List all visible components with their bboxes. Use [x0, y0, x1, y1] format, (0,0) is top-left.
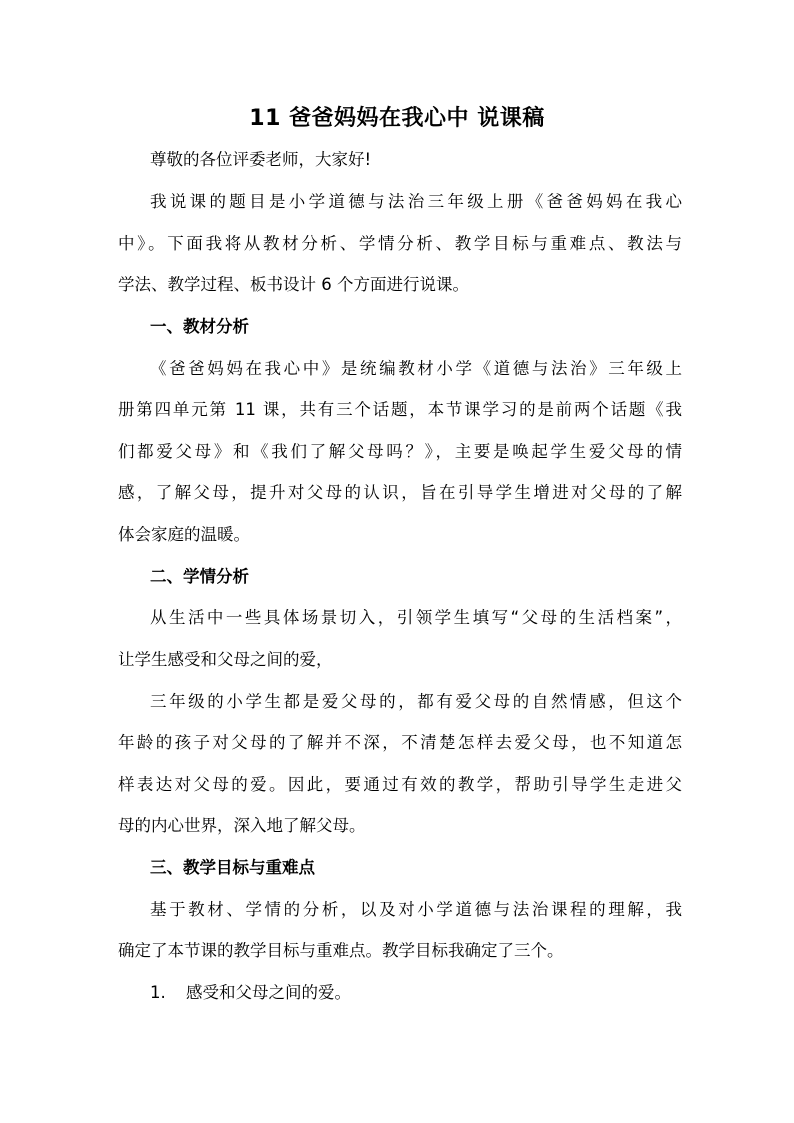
section-heading: 三、教学目标与重难点: [150, 858, 315, 877]
section-heading: 一、教材分析: [150, 317, 249, 336]
paragraph-line: 体会家庭的温暖。: [118, 525, 250, 544]
paragraph-line: 确定了本节课的教学目标与重难点。教学目标我确定了三个。: [118, 941, 564, 960]
paragraph-line: 尊敬的各位评委老师，大家好!: [150, 150, 372, 169]
paragraph-line: 样表达对父母的爱。因此，要通过有效的教学，帮助引导学生走进父: [118, 775, 682, 794]
paragraph-line: 基于教材、学情的分析，以及对小学道德与法治课程的理解，我: [150, 900, 682, 919]
paragraph-line: 从生活中一些具体场景切入，引领学生填写“父母的生活档案”，: [150, 608, 682, 627]
section-heading: 二、学情分析: [150, 567, 249, 586]
document-title: 11 爸爸妈妈在我心中 说课稿: [249, 106, 545, 131]
paragraph-line: 中》。下面我将从教材分析、学情分析、教学目标与重难点、教法与: [118, 234, 682, 253]
list-item-number: 1.: [150, 983, 166, 1002]
paragraph-line: 册第四单元第 11 课，共有三个话题，本节课学习的是前两个话题《我: [118, 400, 682, 419]
paragraph-line: 学法、教学过程、板书设计 6 个方面进行说课。: [118, 275, 469, 294]
list-item-text: 感受和父母之间的爱。: [186, 983, 351, 1002]
paragraph-line: 三年级的小学生都是爱父母的，都有爱父母的自然情感，但这个: [150, 692, 682, 711]
paragraph-line: 《爸爸妈妈在我心中》是统编教材小学《道德与法治》三年级上: [150, 359, 682, 378]
paragraph-line: 让学生感受和父母之间的爱，: [118, 650, 333, 669]
paragraph-line: 感，了解父母，提升对父母的认识，旨在引导学生增进对父母的了解: [118, 483, 682, 502]
paragraph-line: 我说课的题目是小学道德与法治三年级上册《爸爸妈妈在我心: [150, 192, 682, 211]
paragraph-line: 们都爱父母》和《我们了解父母吗？》，主要是唤起学生爱父母的情: [118, 442, 682, 461]
paragraph-line: 母的内心世界，深入地了解父母。: [118, 816, 366, 835]
paragraph-line: 年龄的孩子对父母的了解并不深，不清楚怎样去爱父母，也不知道怎: [118, 733, 682, 752]
